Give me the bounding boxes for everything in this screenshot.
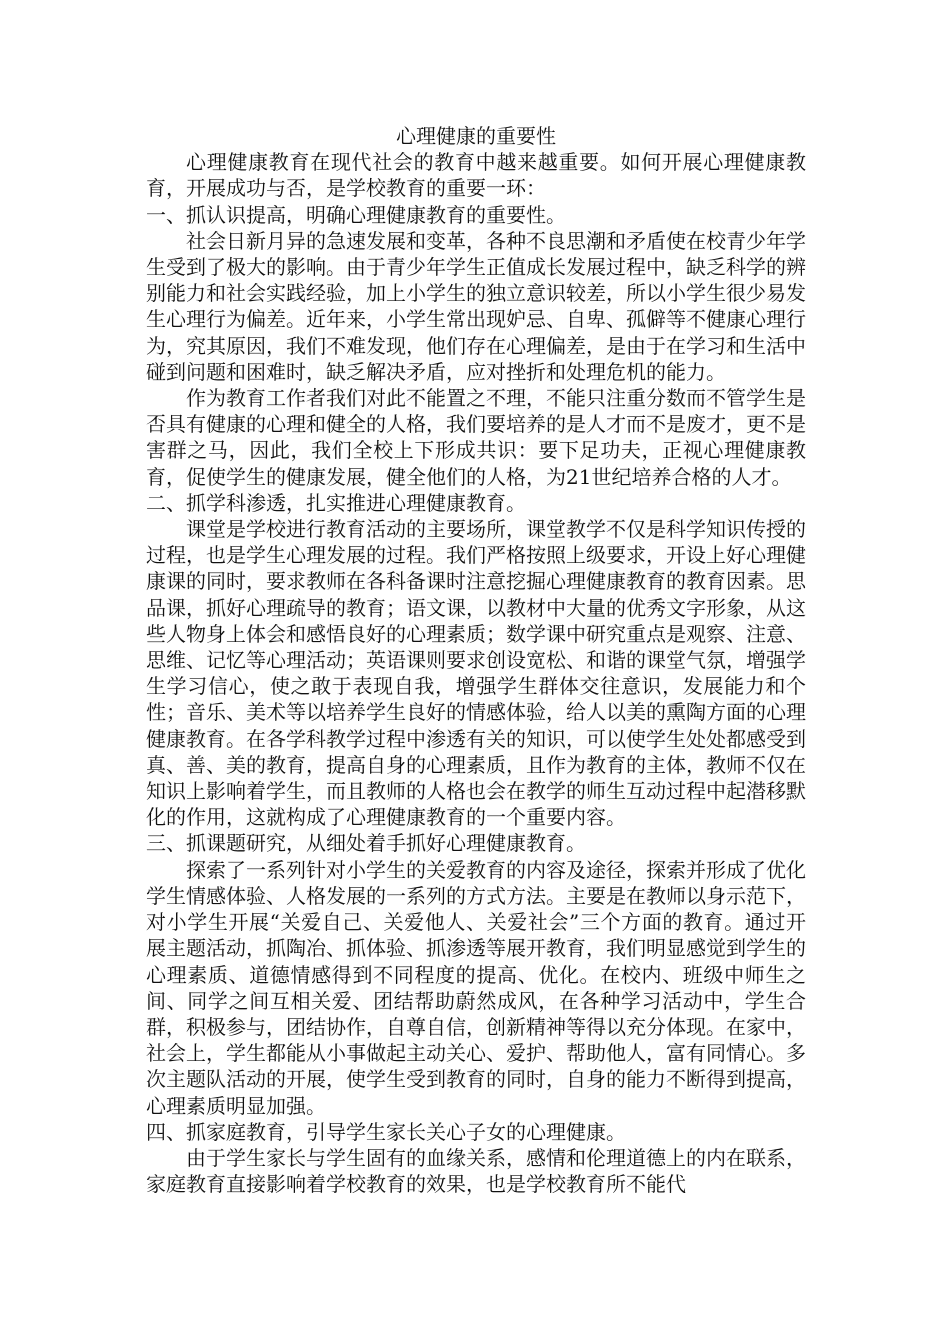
section-1-paragraph-1: 社会日新月异的急速发展和变革，各种不良思潮和矛盾使在校青少年学生受到了极大的影响。由于青少年学生正值成长发展过程中，缺乏科学的辨别能力和社会实践经验，加上小学生的独立意识较差，所以小学生很少易发生心理行为偏差。近年来，小学生常出现妒忌、自卑、孤僻等不健康心理行为，究其原因，我们不难发现，他们存在心理偏差，是由于在学习和生活中碰到问题和困难时，缺乏解决矛盾，应对挫折和处理危机的能力。	[146, 228, 806, 384]
section-1-heading: 一、抓认识提高，明确心理健康教育的重要性。	[146, 202, 566, 227]
section-3-paragraph-1: 探索了一系列针对小学生的关爱教育的内容及途径，探索并形成了优化学生情感体验、人格发展的一系列的方式方法。主要是在教师以身示范下，对小学生开展“关爱自己、关爱他人、关爱社会”三个方面的教育。通过开展主题活动，抓陶冶、抓体验、抓渗透等展开教育，我们明显感觉到学生的心理素质、道德情感得到不同程度的提高、优化。在校内、班级中师生之间、同学之间互相关爱、团结帮助蔚然成风，在各种学习活动中，学生合群，积极参与，团结协作，自尊自信，创新精神等得以充分体现。在家中，社会上，学生都能从小事做起主动关心、爱护、帮助他人，富有同情心。多次主题队活动的开展，使学生受到教育的同时，自身的能力不断得到提高，心理素质明显加强。	[146, 857, 806, 1118]
section-1-paragraph-2: 作为教育工作者我们对此不能置之不理，不能只注重分数而不管学生是否具有健康的心理和健全的人格，我们要培养的是人才而不是废才，更不是害群之马，因此，我们全校上下形成共识：要下足功夫，正视心理健康教育，促使学生的健康发展，健全他们的人格，为21世纪培养合格的人才。	[146, 386, 806, 489]
section-4-heading: 四、抓家庭教育，引导学生家长关心子女的心理健康。	[146, 1119, 626, 1144]
section-4-paragraph-1: 由于学生家长与学生固有的血缘关系，感情和伦理道德上的内在联系，家庭教育直接影响着学校教育的效果，也是学校教育所不能代	[146, 1145, 806, 1197]
document-page	[146, 123, 806, 1197]
section-2-heading: 二、抓学科渗透，扎实推进心理健康教育。	[146, 490, 526, 515]
document-title: 心理健康的重要性	[396, 124, 556, 148]
intro-paragraph: 心理健康教育在现代社会的教育中越来越重要。如何开展心理健康教育，开展成功与否，是学校教育的重要一环：	[146, 150, 806, 201]
section-3-heading: 三、抓课题研究，从细处着手抓好心理健康教育。	[146, 831, 586, 856]
section-2-paragraph-1: 课堂是学校进行教育活动的主要场所，课堂教学不仅是科学知识传授的过程，也是学生心理发展的过程。我们严格按照上级要求，开设上好心理健康课的同时，要求教师在各科备课时注意挖掘心理健康教育的教育因素。思品课，抓好心理疏导的教育；语文课，以教材中大量的优秀文字形象，从这些人物身上体会和感悟良好的心理素质；数学课中研究重点是观察、注意、思维、记忆等心理活动；英语课则要求创设宽松、和谐的课堂气氛，增强学生学习信心，使之敢于表现自我，增强学生群体交往意识，发展能力和个性；音乐、美术等以培养学生良好的情感体验，给人以美的熏陶方面的心理健康教育。在各学科教学过程中渗透有关的知识，可以使学生处处都感受到真、善、美的教育，提高自身的心理素质，且作为教育的主体，教师不仅在知识上影响着学生，而且教师的人格也会在教学的师生互动过程中起潜移默化的作用，这就构成了心理健康教育的一个重要内容。	[146, 517, 806, 830]
